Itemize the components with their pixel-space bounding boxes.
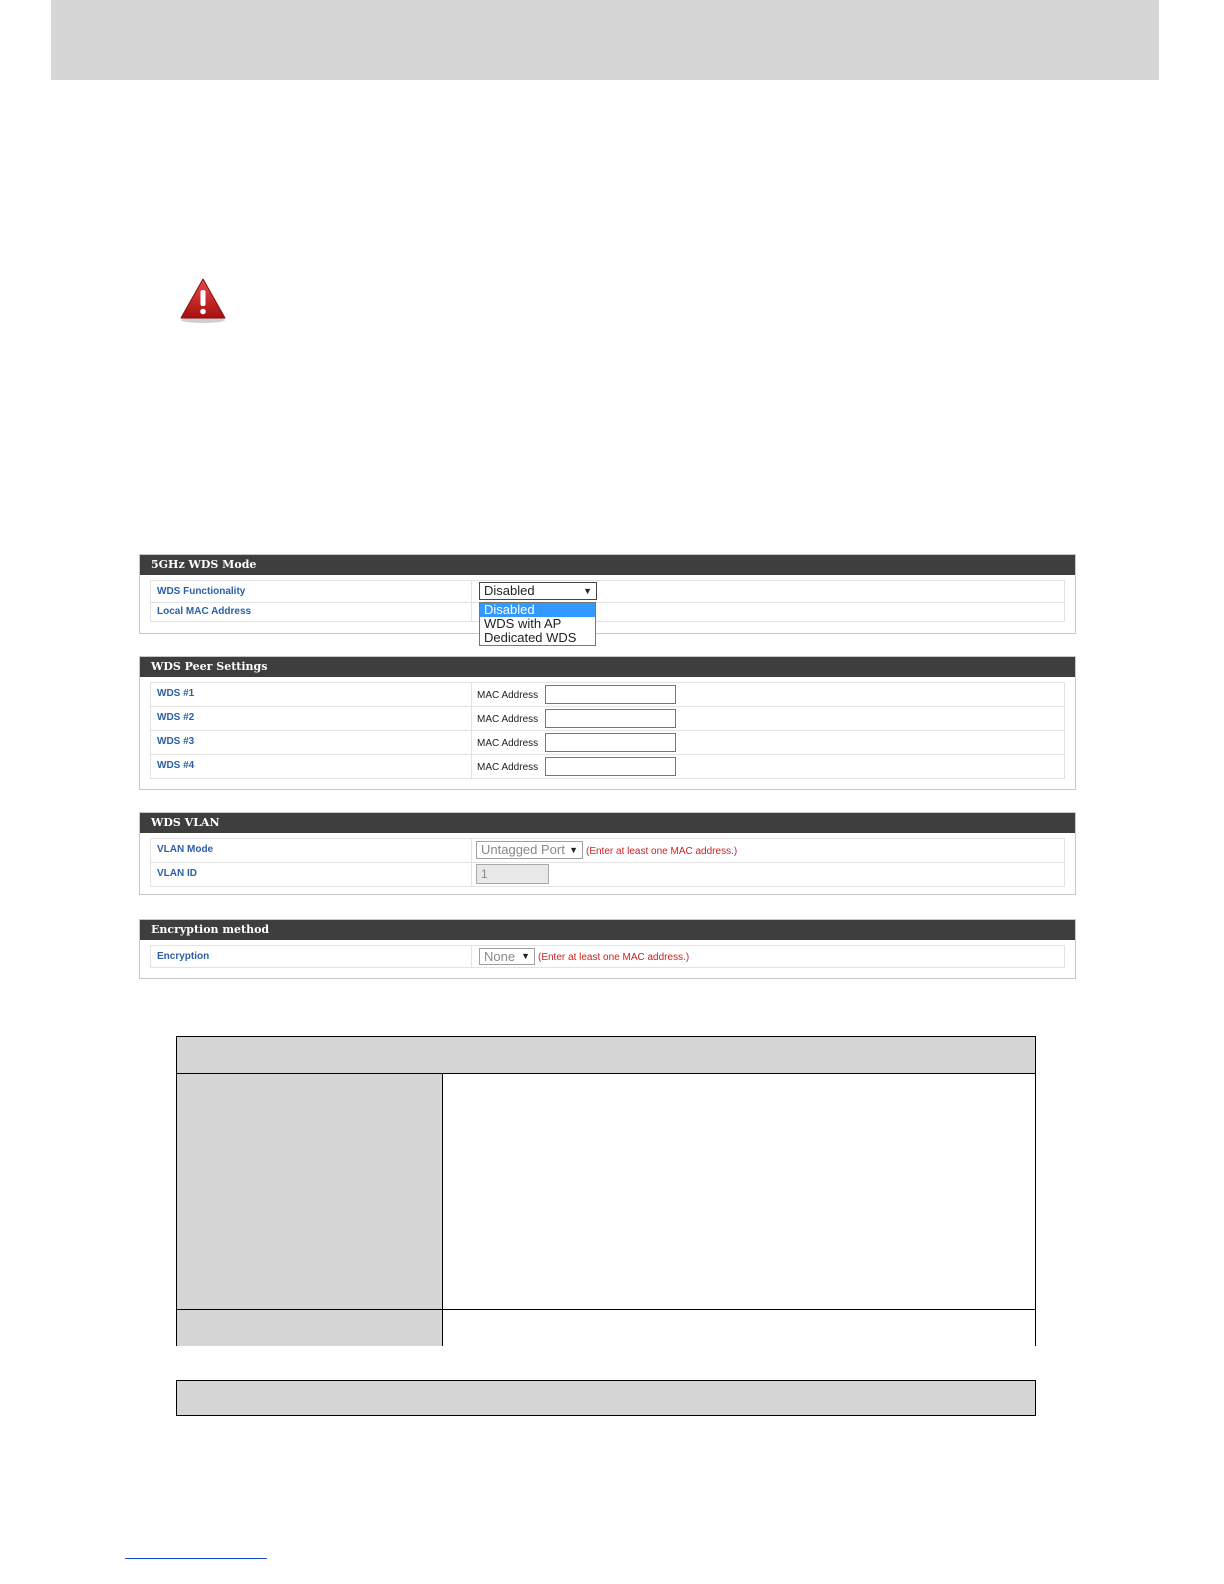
column-divider bbox=[471, 603, 472, 621]
vlan-mode-label: VLAN Mode bbox=[157, 844, 214, 855]
column-divider bbox=[471, 731, 472, 754]
column-divider bbox=[471, 755, 472, 778]
wds-peer-mac-input-2[interactable] bbox=[545, 709, 676, 728]
local-mac-row bbox=[151, 602, 1064, 621]
vlan-id-label: VLAN ID bbox=[157, 868, 197, 879]
vlan-mode-row bbox=[151, 839, 1064, 862]
footer-link-underline[interactable] bbox=[125, 1558, 267, 1559]
wds-functionality-value: Disabled bbox=[484, 583, 535, 598]
encryption-label: Encryption bbox=[157, 951, 210, 962]
vlan-id-input[interactable]: 1 bbox=[476, 864, 549, 884]
wds-mode-header: 5GHz WDS Mode bbox=[140, 555, 1075, 575]
description-table-cell-text bbox=[443, 1310, 1035, 1346]
vlan-id-row bbox=[151, 862, 1064, 886]
column-divider bbox=[471, 839, 472, 862]
local-mac-label: Local MAC Address bbox=[157, 606, 252, 617]
wds-vlan-header: WDS VLAN bbox=[140, 813, 1075, 833]
page-header-band bbox=[51, 0, 1159, 80]
vlan-mode-value: Untagged Port bbox=[481, 842, 565, 857]
encryption-rows bbox=[150, 945, 1065, 968]
description-table-cell-label bbox=[177, 1310, 443, 1346]
chevron-down-icon: ▼ bbox=[569, 845, 578, 855]
dropdown-option-dedicated-wds[interactable]: Dedicated WDS bbox=[484, 630, 577, 645]
dropdown-option-disabled[interactable]: Disabled bbox=[480, 603, 595, 617]
note-box bbox=[176, 1380, 1036, 1416]
description-table-row bbox=[177, 1074, 1035, 1310]
wds-peer-row bbox=[151, 754, 1064, 778]
wds-mode-panel bbox=[139, 554, 1076, 634]
description-table-row bbox=[177, 1310, 1035, 1346]
chevron-down-icon: ▼ bbox=[521, 951, 530, 961]
column-divider bbox=[471, 946, 472, 967]
dropdown-option-wds-with-ap[interactable]: WDS with AP bbox=[484, 616, 562, 631]
column-divider bbox=[471, 707, 472, 730]
mac-address-label: MAC Address bbox=[477, 738, 539, 749]
wds-peer-label-4: WDS #4 bbox=[157, 760, 195, 771]
encryption-value: None bbox=[484, 949, 516, 964]
description-table-cell-text bbox=[443, 1074, 1035, 1309]
mac-address-label: MAC Address bbox=[477, 714, 539, 725]
mac-address-label: MAC Address bbox=[477, 762, 539, 773]
description-table bbox=[176, 1036, 1036, 1346]
vlan-mode-error: (Enter at least one MAC address.) bbox=[586, 846, 738, 857]
wds-peer-row bbox=[151, 706, 1064, 730]
wds-peer-label-1: WDS #1 bbox=[157, 688, 195, 699]
column-divider bbox=[471, 581, 472, 602]
wds-peer-label-2: WDS #2 bbox=[157, 712, 195, 723]
wds-peer-row bbox=[151, 730, 1064, 754]
encryption-row bbox=[151, 946, 1064, 967]
wds-functionality-label: WDS Functionality bbox=[157, 586, 246, 597]
wds-peer-mac-input-4[interactable] bbox=[545, 757, 676, 776]
wds-peer-panel bbox=[139, 656, 1076, 790]
wds-functionality-row bbox=[151, 581, 1064, 602]
wds-peer-mac-input-1[interactable] bbox=[545, 685, 676, 704]
encryption-panel bbox=[139, 919, 1076, 979]
description-table-header bbox=[177, 1037, 1035, 1074]
description-table-cell-label bbox=[177, 1074, 443, 1309]
column-divider bbox=[471, 863, 472, 886]
warning-triangle-icon bbox=[178, 276, 228, 324]
wds-peer-label-3: WDS #3 bbox=[157, 736, 195, 747]
wds-peer-rows bbox=[150, 682, 1065, 779]
wds-vlan-rows bbox=[150, 838, 1065, 887]
wds-vlan-panel bbox=[139, 812, 1076, 895]
column-divider bbox=[471, 683, 472, 706]
wds-functionality-select[interactable] bbox=[479, 582, 597, 600]
wds-mode-rows bbox=[150, 580, 1065, 622]
encryption-header: Encryption method bbox=[140, 920, 1075, 940]
wds-peer-header: WDS Peer Settings bbox=[140, 657, 1075, 677]
wds-functionality-dropdown bbox=[479, 602, 596, 646]
encryption-select[interactable] bbox=[479, 948, 535, 965]
chevron-down-icon: ▼ bbox=[583, 586, 592, 596]
wds-peer-row bbox=[151, 683, 1064, 706]
mac-address-label: MAC Address bbox=[477, 690, 539, 701]
vlan-mode-select[interactable] bbox=[476, 841, 583, 859]
encryption-error: (Enter at least one MAC address.) bbox=[538, 952, 690, 963]
wds-peer-mac-input-3[interactable] bbox=[545, 733, 676, 752]
